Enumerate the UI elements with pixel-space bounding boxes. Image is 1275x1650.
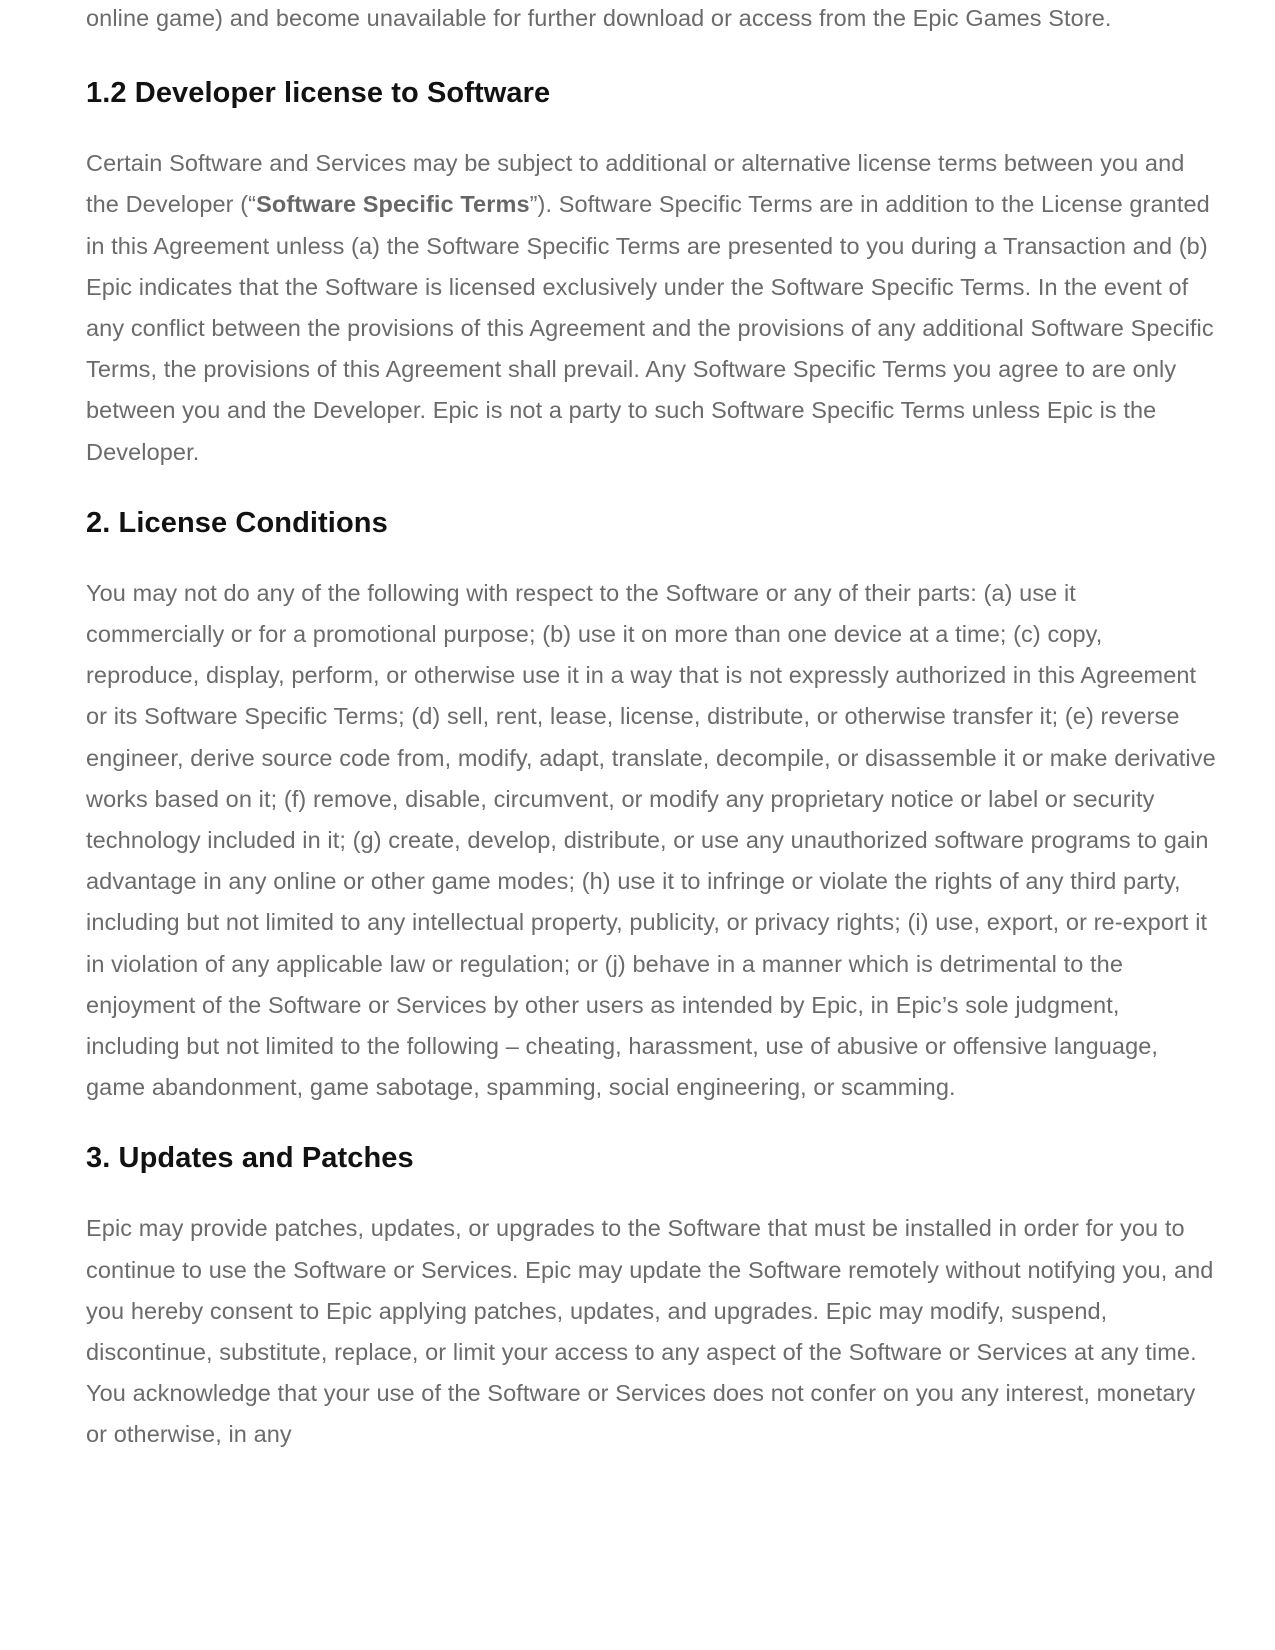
section-heading-updates-patches: 3. Updates and Patches <box>86 1142 414 1175</box>
license-conditions-paragraph: You may not do any of the following with respect to the Software or any of their parts: (a) use it commercially or for a promotional purpose; (b) use it on more than one device at a time; (c) copy, reproduce, display, perform, or otherwise use it in a way that is not expressly authorized in this Agreement or its Software Specific Terms; (d) sell, rent, lease, license, distribute, or otherwise transfer it; (e) reverse engineer, derive source code from, modify, adapt, translate, decompile, or disassemble it or make derivative works based on it; (f) remove, disable, circumvent, or modify any proprietary notice or label or security technology included in it; (g) create, develop, distribute, or use any unauthorized software programs to gain advantage in any online or other game modes; (h) use it to infringe or violate the rights of any third party, including but not limited to any intellectual property, publicity, or privacy rights; (i) use, export, or re-export it in violation of any applicable law or regulation; or (j) behave in a manner which is detrimental to the enjoyment of the Software or Services by other users as intended by Epic, in Epic’s sole judgment, including but not limited to the following – cheating, harassment, use of abusive or offensive language, game abandonment, game sabotage, spamming, social engineering, or scamming. <box>86 579 1216 1101</box>
developer-license-paragraph <box>86 143 1216 473</box>
intro-paragraph: online game) and become unavailable for further download or access from the Epic Games Store. <box>86 5 1112 31</box>
section-heading-license-conditions: 2. License Conditions <box>86 506 388 539</box>
section-heading-developer-license: 1.2 Developer license to Software <box>86 77 551 110</box>
software-specific-terms-term: Software Specific Terms <box>256 191 530 218</box>
developer-license-text-start: Certain Software and Services may be subject to additional or alternative license terms between you and the Developer (“ <box>86 150 1185 218</box>
updates-patches-paragraph: Epic may provide patches, updates, or upgrades to the Software that must be installed in order for you to continue to use the Software or Services. Epic may update the Software remotely without notifying you, and you hereby consent to Epic applying patches, updates, and upgrades. Epic may modify, suspend, discontinue, substitute, replace, or limit your access to any aspect of the Software or Services at any time. You acknowledge that your use of the Software or Services does not confer on you any interest, monetary or otherwise, in any <box>86 1215 1214 1448</box>
developer-license-text-end: ”). Software Specific Terms are in addition to the License granted in this Agreement unless (a) the Software Specific Terms are presented to you during a Transaction and (b) Epic indicates that the Software is licensed exclusively under the Software Specific Terms. In the event of any conflict between the provisions of this Agreement and the provisions of any additional Software Specific Terms, the provisions of this Agreement shall prevail. Any Software Specific Terms you agree to are only between you and the Developer. Epic is not a party to such Software Specific Terms unless Epic is the Developer. <box>86 191 1214 465</box>
document-page <box>86 0 1216 1456</box>
